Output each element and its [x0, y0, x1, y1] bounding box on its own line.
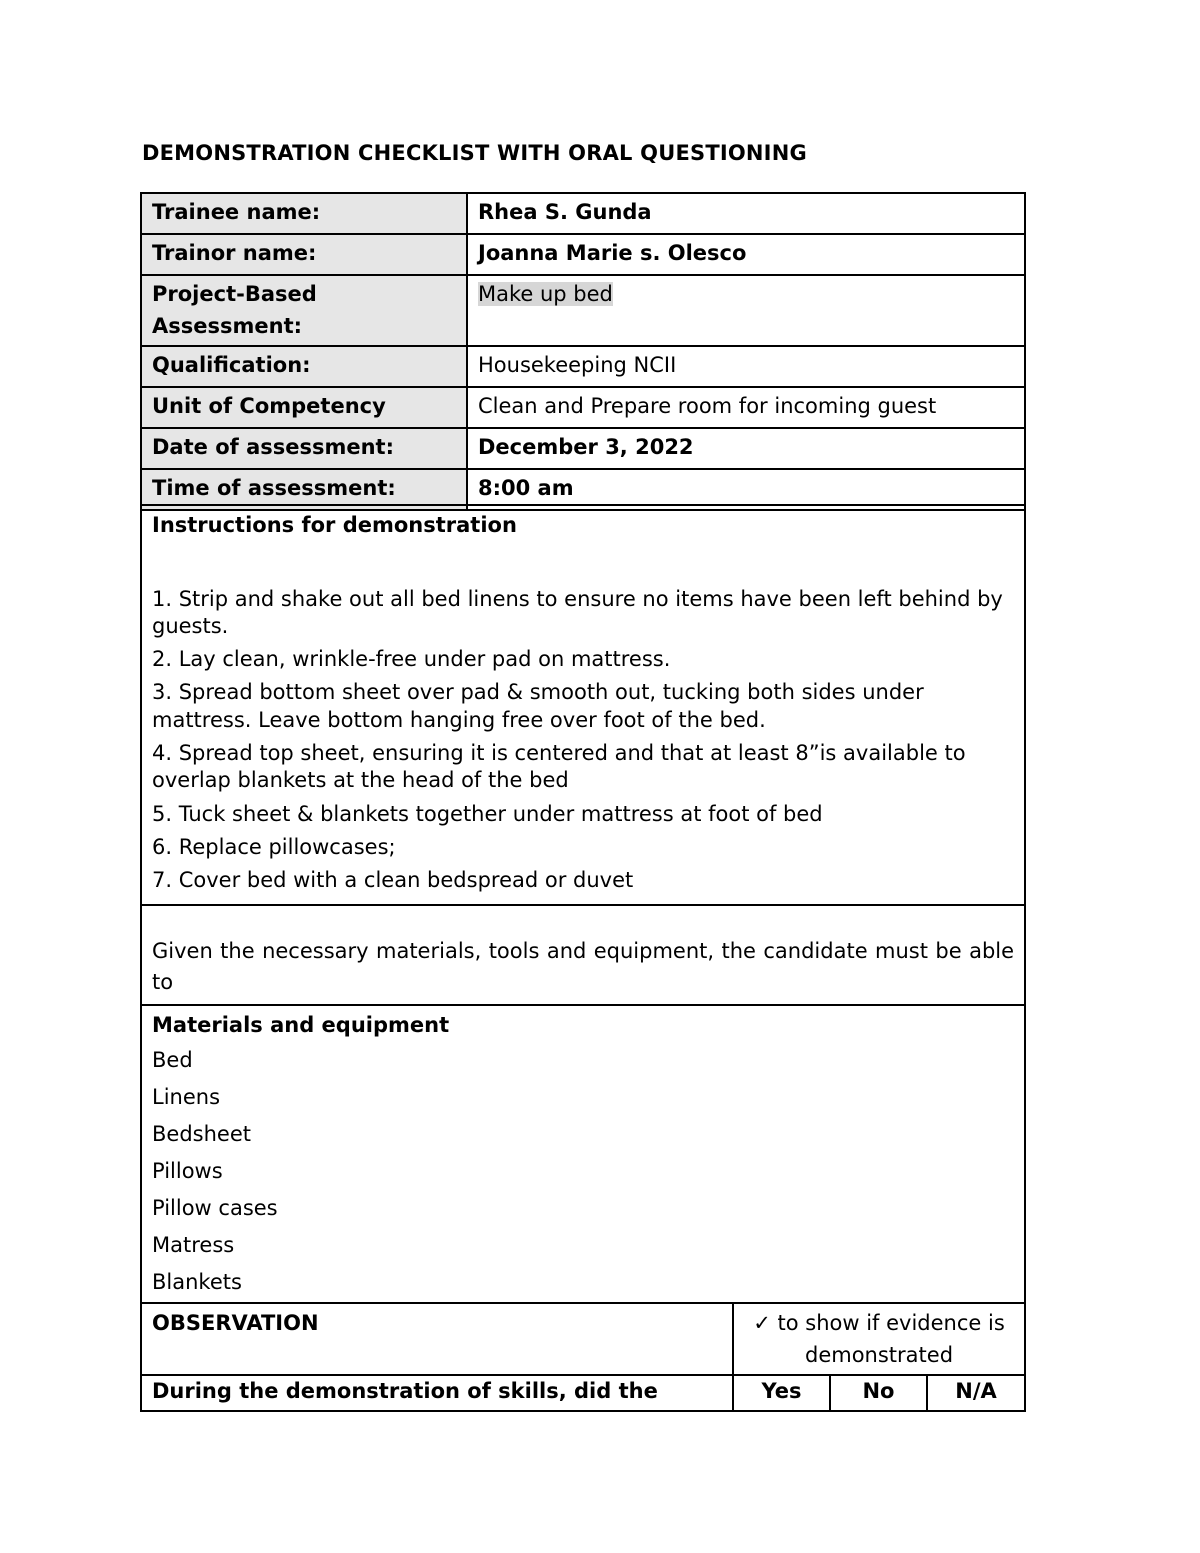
info-row-trainee — [141, 193, 1025, 234]
observation-row — [141, 1303, 1025, 1375]
project-assessment-label: Project-Based Assessment: — [141, 275, 467, 346]
material-item: Pillows — [152, 1158, 223, 1183]
project-assessment-value: Make up bed — [478, 282, 613, 306]
instruction-step: 3. Spread bottom sheet over pad & smooth out, tucking both sides under mattress. Leave bottom hanging free over foot of the bed. — [152, 680, 924, 732]
yes-column-header: Yes — [733, 1375, 830, 1411]
info-row-project — [141, 275, 1025, 346]
materials-row — [141, 1005, 1025, 1303]
unit-of-competency-label: Unit of Competency — [141, 387, 467, 428]
observation-heading: OBSERVATION — [141, 1303, 733, 1375]
time-value: 8:00 am — [467, 469, 1025, 510]
given-row — [141, 905, 1025, 1005]
trainor-name-label: Trainor name: — [141, 234, 467, 275]
na-column-header: N/A — [927, 1375, 1025, 1411]
time-label: Time of assessment: — [141, 469, 467, 510]
trainor-name-value: Joanna Marie s. Olesco — [467, 234, 1025, 275]
material-item: Linens — [152, 1084, 221, 1109]
date-label: Date of assessment: — [141, 428, 467, 469]
instruction-step: 1. Strip and shake out all bed linens to ensure no items have been left behind by guests. — [152, 586, 1003, 638]
info-row-trainor — [141, 234, 1025, 275]
evidence-note: ✓ to show if evidence is demonstrated — [733, 1303, 1025, 1375]
material-item: Bed — [152, 1047, 193, 1072]
demonstration-row — [141, 1375, 1025, 1411]
materials-cell — [141, 1005, 1025, 1303]
qualification-value: Housekeeping NCII — [467, 346, 1025, 387]
date-value: December 3, 2022 — [467, 428, 1025, 469]
instructions-row — [141, 505, 1025, 905]
qualification-label: Qualification: — [141, 346, 467, 387]
instruction-step: 5. Tuck sheet & blankets together under mattress at foot of bed — [152, 801, 823, 826]
instructions-heading: Instructions for demonstration — [152, 513, 517, 537]
instruction-step: 6. Replace pillowcases; — [152, 834, 396, 859]
material-item: Pillow cases — [152, 1195, 278, 1220]
material-item: Bedsheet — [152, 1121, 251, 1146]
instruction-step: 7. Cover bed with a clean bedspread or duvet — [152, 868, 634, 893]
instructions-cell — [141, 505, 1025, 905]
material-item: Matress — [152, 1232, 235, 1257]
info-row-date — [141, 428, 1025, 469]
page-title: DEMONSTRATION CHECKLIST WITH ORAL QUESTIONING — [142, 141, 807, 165]
info-row-qualification — [141, 346, 1025, 387]
no-column-header: No — [830, 1375, 927, 1411]
info-row-unit — [141, 387, 1025, 428]
instructions-table — [140, 504, 1026, 1412]
given-text: Given the necessary materials, tools and equipment, the candidate must be able to — [141, 905, 1025, 1005]
unit-of-competency-value: Clean and Prepare room for incoming guest — [467, 387, 1025, 428]
materials-heading: Materials and equipment — [152, 1013, 450, 1038]
instruction-step: 4. Spread top sheet, ensuring it is centered and that at least 8”is available to overlap blankets at the head of the bed — [152, 740, 966, 793]
trainee-name-value: Rhea S. Gunda — [467, 193, 1025, 234]
assessment-info-table — [140, 192, 1026, 511]
material-item: Blankets — [152, 1269, 242, 1294]
demonstration-question: During the demonstration of skills, did the — [141, 1375, 733, 1411]
instruction-step: 2. Lay clean, wrinkle-free under pad on mattress. — [152, 647, 671, 672]
trainee-name-label: Trainee name: — [141, 193, 467, 234]
project-assessment-cell — [467, 275, 1025, 346]
